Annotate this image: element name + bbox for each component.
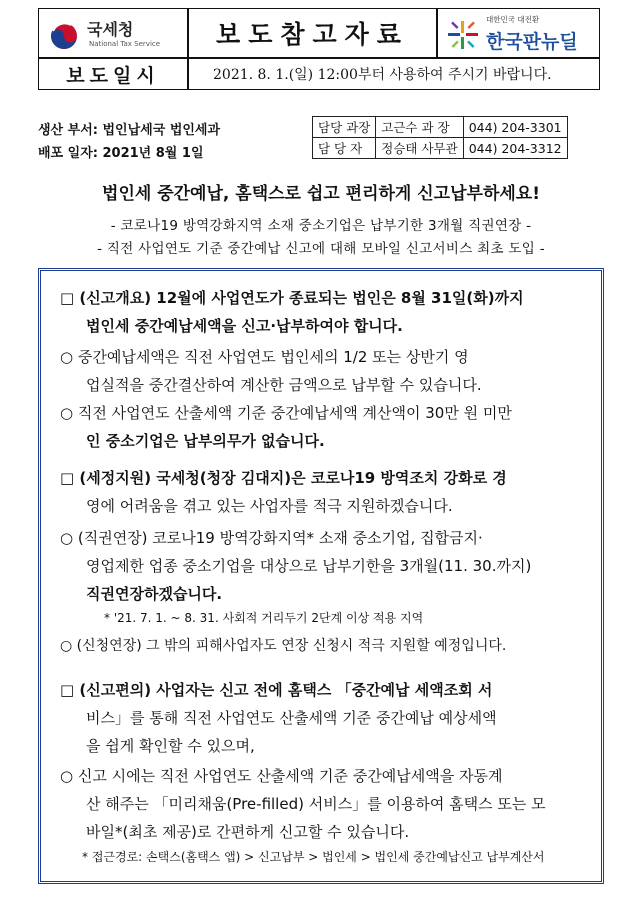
bullet-line: 영업제한 업종 중소기업을 대상으로 납부기한을 3개월(11. 30.까지) bbox=[86, 557, 532, 575]
release-line bbox=[38, 142, 204, 161]
contact-row bbox=[313, 117, 568, 138]
subhead: - 코로나19 방역강화지역 소재 중소기업은 납부기한 3개월 직권연장 - bbox=[110, 218, 532, 234]
bullet-exemption bbox=[60, 399, 595, 455]
contact-name: 정승태 사무관 bbox=[376, 138, 463, 159]
doc-type-box bbox=[188, 8, 437, 58]
footnote-distancing: * '21. 7. 1. ~ 8. 31. 사회적 거리두기 2단계 이상 적용 지역 bbox=[104, 611, 424, 625]
bullet-line: ○ 중간예납세액은 직전 사업연도 법인세의 1/2 또는 상반기 영 bbox=[60, 348, 469, 366]
release-date-value-box bbox=[188, 58, 600, 90]
section-continuation: 법인세 중간예납세액을 신고·납부하여야 합니다. bbox=[86, 317, 403, 335]
bullet-line: 바일*(최초 제공)로 간편하게 신고할 수 있습니다. bbox=[86, 823, 410, 841]
contact-table bbox=[312, 116, 568, 159]
bullet-line: ○ (직권연장) 코로나19 방역강화지역* 소재 중소기업, 집합금지· bbox=[60, 529, 483, 547]
dept-label: 생산 부서: bbox=[38, 123, 98, 138]
section-continuation: 비스」를 통해 직전 사업연도 산출세액 기준 중간예납 예상세액 bbox=[86, 709, 497, 727]
contact-role: 담당 과장 bbox=[313, 117, 376, 138]
contact-name: 고근수 과 장 bbox=[376, 117, 463, 138]
bullet-line: ○ 신고 시에는 직전 사업연도 산출세액 기준 중간예납세액을 자동계 bbox=[60, 767, 503, 785]
bullet-application-extension bbox=[60, 632, 605, 660]
new-deal-tagline: 대한민국 대전환 bbox=[486, 15, 540, 24]
agency-english-name: National Tax Service bbox=[89, 40, 161, 48]
bullet-line: ○ 직전 사업연도 산출세액 기준 중간예납세액 계산액이 30만 원 미만 bbox=[60, 404, 512, 422]
bullet-line: 산 해주는 「미리채움(Pre-filled) 서비스」를 이용하여 홈택스 또는 모 bbox=[86, 795, 546, 813]
doc-type-title: 보도참고자료 bbox=[216, 20, 409, 49]
dept-line bbox=[38, 119, 220, 138]
bullet-line: 인 중소기업은 납부의무가 없습니다. bbox=[86, 432, 325, 450]
new-deal-name: 한국판뉴딜 bbox=[486, 31, 578, 53]
section-continuation: 영에 어려움을 겪고 있는 사업자를 적극 지원하겠습니다. bbox=[86, 497, 453, 515]
release-date-label-box bbox=[38, 58, 188, 90]
contact-role: 담 당 자 bbox=[313, 138, 376, 159]
section-heading: □ (신고개요) 12월에 사업연도가 종료되는 법인은 8월 31일(화)까지 bbox=[60, 289, 524, 307]
section-tax-support bbox=[60, 464, 595, 520]
bullet-prefilled-service bbox=[60, 762, 595, 846]
new-deal-mark-icon bbox=[446, 19, 480, 51]
headline: 법인세 중간예납, 홈택스로 쉽고 편리하게 신고납부하세요! bbox=[102, 184, 540, 204]
section-filing-overview bbox=[60, 284, 595, 340]
bullet-interim-tax bbox=[60, 343, 595, 399]
section-heading: □ (신고편의) 사업자는 신고 전에 홈택스 「중간예납 세액조회 서 bbox=[60, 681, 493, 699]
bullet-line: 업실적을 중간결산하여 계산한 금액으로 납부할 수 있습니다. bbox=[86, 376, 482, 394]
release-label: 배포 일자: bbox=[38, 146, 98, 161]
footnote-access-path: * 접근경로: 손택스(홈택스 앱) > 신고납부 > 법인세 > 법인세 중간예납신고 납부계산서 bbox=[82, 850, 545, 864]
release-date-label: 보도일시 bbox=[66, 64, 160, 87]
section-continuation: 을 쉽게 확인할 수 있으며, bbox=[86, 737, 255, 755]
contact-row bbox=[313, 138, 568, 159]
bullet-line: ○ (신청연장) 그 밖의 피해사업자도 연장 신청시 적극 지원할 예정입니다. bbox=[60, 638, 507, 654]
section-heading: □ (세정지원) 국세청(청장 김대지)은 코로나19 방역조치 강화로 경 bbox=[60, 469, 507, 487]
taegeuk-emblem-icon bbox=[49, 21, 79, 51]
section-filing-convenience bbox=[60, 676, 595, 760]
bullet-ex-officio-extension bbox=[60, 524, 595, 608]
subhead: - 직전 사업연도 기준 중간예납 신고에 대해 모바일 신고서비스 최초 도입 - bbox=[97, 241, 545, 257]
bullet-line: 직권연장하겠습니다. bbox=[86, 585, 223, 603]
agency-name: 국세청 bbox=[87, 20, 134, 39]
new-deal-logo bbox=[437, 8, 600, 58]
dept-value: 법인납세국 법인세과 bbox=[102, 123, 221, 138]
agency-logo bbox=[38, 8, 188, 58]
release-date-value: 2021. 8. 1.(일) 12:00부터 사용하여 주시기 바랍니다. bbox=[213, 67, 552, 83]
release-value: 2021년 8월 1일 bbox=[102, 146, 204, 161]
contact-phone: 044) 204-3312 bbox=[463, 138, 567, 159]
contact-phone: 044) 204-3301 bbox=[463, 117, 567, 138]
